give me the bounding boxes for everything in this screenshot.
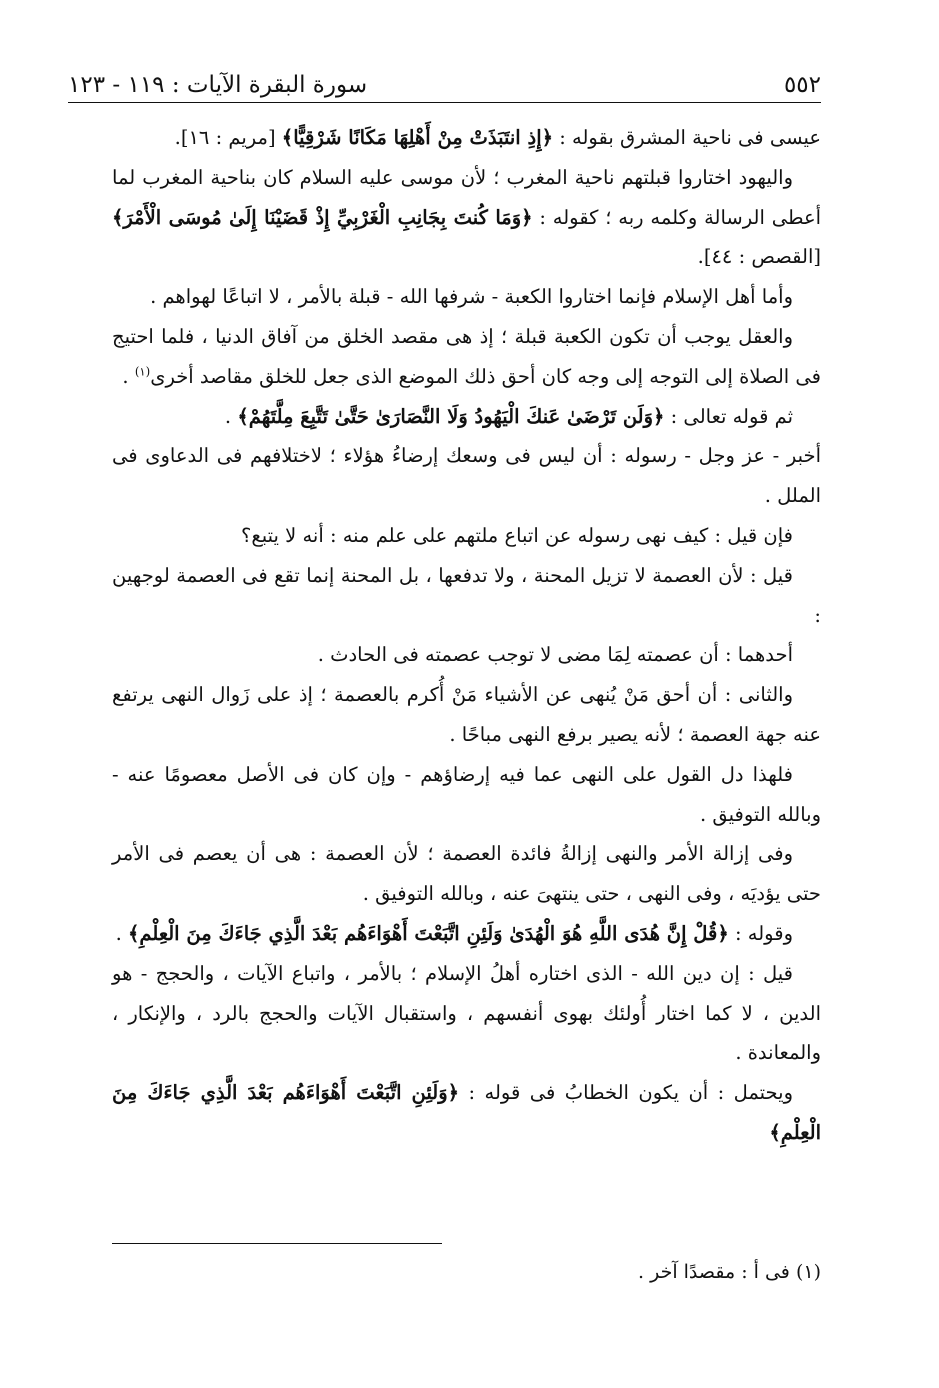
text-run: والعقل يوجب أن تكون الكعبة قبلة ؛ إذ هى مقصد الخلق من آفاق الدنيا ، فلما احتيج فى الصلاة إلى التوجه إلى وجه كان أحق ذلك الموضع الذى جعل للخلق مقاصد أخرى: [112, 324, 821, 388]
text-run: ثم قوله تعالى :: [664, 404, 793, 428]
text-run: واليهود اختاروا قبلتهم ناحية المغرب ؛ لأن موسى عليه السلام كان بناحية المغرب لما أعطى الرسالة وكلمه ربه ؛ كقوله :: [112, 165, 821, 229]
footnote-marker: (١): [795, 1261, 821, 1283]
running-title: سورة البقرة الآيات : ١١٩ - ١٢٣: [68, 72, 368, 98]
text-run: .: [115, 921, 128, 945]
footnote-text: فى أ : مقصدًا آخر .: [638, 1261, 790, 1283]
quran-quote: ﴿قُلْ إِنَّ هُدَى اللَّهِ هُوَ الْهُدَىٰ وَلَئِنِ اتَّبَعْتَ أَهْوَاءَهُم بَعْدَ الَّذِي جَاءَكَ مِنَ الْعِلْمِ﴾: [127, 921, 729, 945]
paragraph: [112, 436, 821, 516]
footnote-ref: (١): [134, 364, 151, 379]
footnote-divider: [112, 1243, 442, 1244]
paragraph: [112, 277, 821, 317]
paragraph: [112, 1073, 821, 1153]
text-run: وقوله :: [728, 921, 793, 945]
text-run: فلهذا دل القول على النهى عما فيه إرضاؤهم - وإن كان فى الأصل معصومًا عنه - وبالله التوفيق .: [112, 762, 821, 826]
paragraph: [112, 635, 821, 675]
text-run: [مريم : ١٦].: [174, 126, 282, 149]
page-header: [68, 58, 821, 98]
text-run: .: [224, 404, 238, 428]
page-number: ٥٥٢: [783, 72, 821, 98]
text-run: عيسى فى ناحية المشرق بقوله :: [553, 126, 821, 149]
text-run: أخبر - عز وجل - رسوله : أن ليس فى وسعك إرضاءُ هؤلاء ؛ لاختلافهم فى الدعاوى فى الملل .: [112, 444, 821, 508]
text-run: وأما أهل الإسلام فإنما اختاروا الكعبة - شرفها الله - قبلة بالأمر ، لا اتباعًا لهواهم .: [150, 285, 793, 309]
main-text: [112, 118, 821, 1153]
paragraph: [112, 675, 821, 755]
paragraph: [112, 397, 821, 437]
quran-quote: ﴿وَلَن تَرْضَىٰ عَنكَ الْيَهُودُ وَلَا النَّصَارَىٰ حَتَّىٰ تَتَّبِعَ مِلَّتَهُمْ﴾: [237, 404, 665, 428]
footnote: [112, 1257, 821, 1287]
paragraph: [112, 954, 821, 1073]
header-divider: [68, 102, 821, 103]
text-run: والثانى : أن أحق مَنْ يُنهى عن الأشياء مَنْ أُكرم بالعصمة ؛ إذ على زَوال النهى يرتفع عنه جهة العصمة ؛ لأنه يصير برفع النهى مباحًا .: [112, 683, 821, 746]
text-run: ويحتمل : أن يكون الخطابُ فى قوله :: [459, 1081, 793, 1105]
paragraph: [112, 516, 821, 556]
paragraph: [112, 755, 821, 835]
text-run: .: [122, 364, 135, 388]
text-run: وفى إزالة الأمر والنهى إزالةُ فائدة العصمة ؛ لأن العصمة : هى أن يعصم فى الأمر حتى يؤديَه ، وفى النهى ، حتى ينتهىَ عنه ، وبالله التوفيق .: [112, 842, 821, 906]
paragraph: [112, 914, 821, 954]
paragraph: [112, 118, 821, 158]
quran-quote: ﴿وَمَا كُنتَ بِجَانِبِ الْغَرْبِيِّ إِذْ قَضَيْنَا إِلَىٰ مُوسَى الْأَمْرَ﴾: [112, 205, 533, 229]
quran-quote: ﴿وَلَئِنِ اتَّبَعْتَ أَهْوَاءَهُم بَعْدَ الَّذِي جَاءَكَ مِنَ الْعِلْمِ﴾: [112, 1081, 821, 1144]
paragraph: [112, 556, 821, 636]
paragraph: [112, 317, 821, 397]
text-run: أحدهما : أن عصمته لِمَا مضى لا توجب عصمته فى الحادث .: [317, 643, 793, 667]
text-run: فإن قيل : كيف نهى رسوله عن اتباع ملتهم على علم منه : أنه لا يتبع؟: [241, 523, 793, 547]
paragraph: [112, 158, 821, 277]
text-run: قيل : إن دين الله - الذى اختاره أهلُ الإسلام ؛ بالأمر ، واتباع الآيات ، والحجج - هو الدين ، لا كما اختار أُولئك بهوى أنفسهم ، واستقبال الآيات والحجج بالرد ، والإنكار ، والمعاندة .: [112, 961, 821, 1065]
quran-quote: ﴿إِذِ انتَبَذَتْ مِنْ أَهْلِهَا مَكَانًا شَرْقِيًّا﴾: [281, 126, 554, 149]
paragraph: [112, 834, 821, 914]
text-run: قيل : لأن العصمة لا تزيل المحنة ، ولا تدفعها ، بل المحنة إنما تقع فى العصمة لوجهين :: [112, 563, 821, 627]
text-run: [القصص : ٤٤].: [697, 245, 821, 269]
